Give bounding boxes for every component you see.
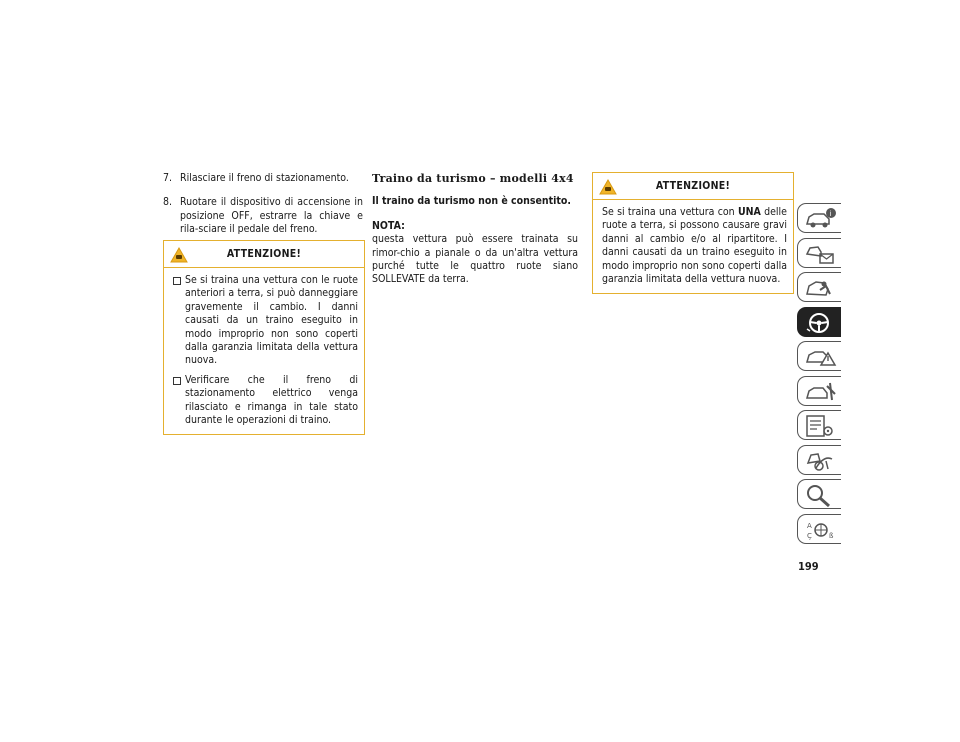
warning-header (593, 173, 793, 200)
warning-text-end: delle ruote a terra, si possono causare gravi danni al cambio e/o al ripartitore. I danni causati da un traino eseguito in modo improprio non sono coperti dalla garanzia limitata della vettura nuova. (602, 206, 787, 286)
car-safety-icon[interactable] (797, 272, 841, 302)
chapter-tabs (797, 203, 841, 548)
bold-statement: Il traino da turismo non è consentito. (372, 195, 571, 208)
page-number: 199 (798, 560, 819, 573)
svg-text:Ç: Ç (807, 531, 812, 540)
car-emergency-icon[interactable] (797, 341, 841, 371)
warning-bullet (173, 274, 358, 368)
steps-list (163, 172, 363, 248)
note-text: questa vettura può essere trainata su rimor-chio a pianale o da un'altra vettura purché tutte le quattro ruote siano SOLLEVATE da terra. (372, 233, 578, 286)
middle-column (372, 172, 578, 287)
step-text: Rilasciare il freno di stazionamento. (180, 172, 349, 184)
warning-text-start: Se si traina una vettura con (602, 206, 738, 218)
step-number: 8. (163, 196, 173, 209)
warning-text (593, 200, 793, 293)
step-item (163, 196, 363, 236)
svg-text:ß: ß (829, 531, 834, 540)
warning-text-bold: UNA (737, 206, 761, 218)
languages-icon[interactable] (797, 514, 841, 544)
search-index-icon[interactable] (797, 479, 841, 509)
svg-text:A: A (807, 521, 812, 530)
bullet-square-icon (173, 277, 181, 285)
warning-title: ATTENZIONE! (226, 248, 302, 260)
warning-title: ATTENZIONE! (655, 180, 731, 192)
step-text: Ruotare il dispositivo di accensione in posizione OFF, estrarre la chiave e rila-sciare il pedale del freno. (180, 196, 363, 236)
warning-header (164, 241, 364, 268)
multimedia-icon[interactable] (797, 445, 841, 475)
warning-bullet (173, 374, 358, 428)
section-heading: Traino da turismo – modelli 4x4 (372, 172, 574, 185)
bullet-text: Verificare che il freno di stazionamento elettrico venga rilasciato e rimanga in tale stato durante le operazioni di traino. (185, 373, 358, 427)
warning-box-left (163, 240, 365, 435)
warning-box-right (592, 172, 794, 294)
note-label: NOTA: (372, 219, 405, 232)
steering-wheel-icon[interactable] (797, 307, 841, 337)
bullet-text: Se si traina una vettura con le ruote anteriori a terra, si può danneggiare gravemente il cambio. I danni causati da un traino eseguito in modo improprio non sono coperti dalla garanzia limitata della vettura nuova. (185, 274, 358, 367)
car-info-icon[interactable] (797, 203, 841, 233)
svg-text:i: i (829, 210, 832, 218)
bullet-square-icon (173, 377, 181, 385)
step-number: 7. (163, 172, 173, 184)
car-message-icon[interactable] (797, 238, 841, 268)
car-service-icon[interactable] (797, 376, 841, 406)
specifications-icon[interactable] (797, 410, 841, 440)
step-item (163, 172, 363, 185)
